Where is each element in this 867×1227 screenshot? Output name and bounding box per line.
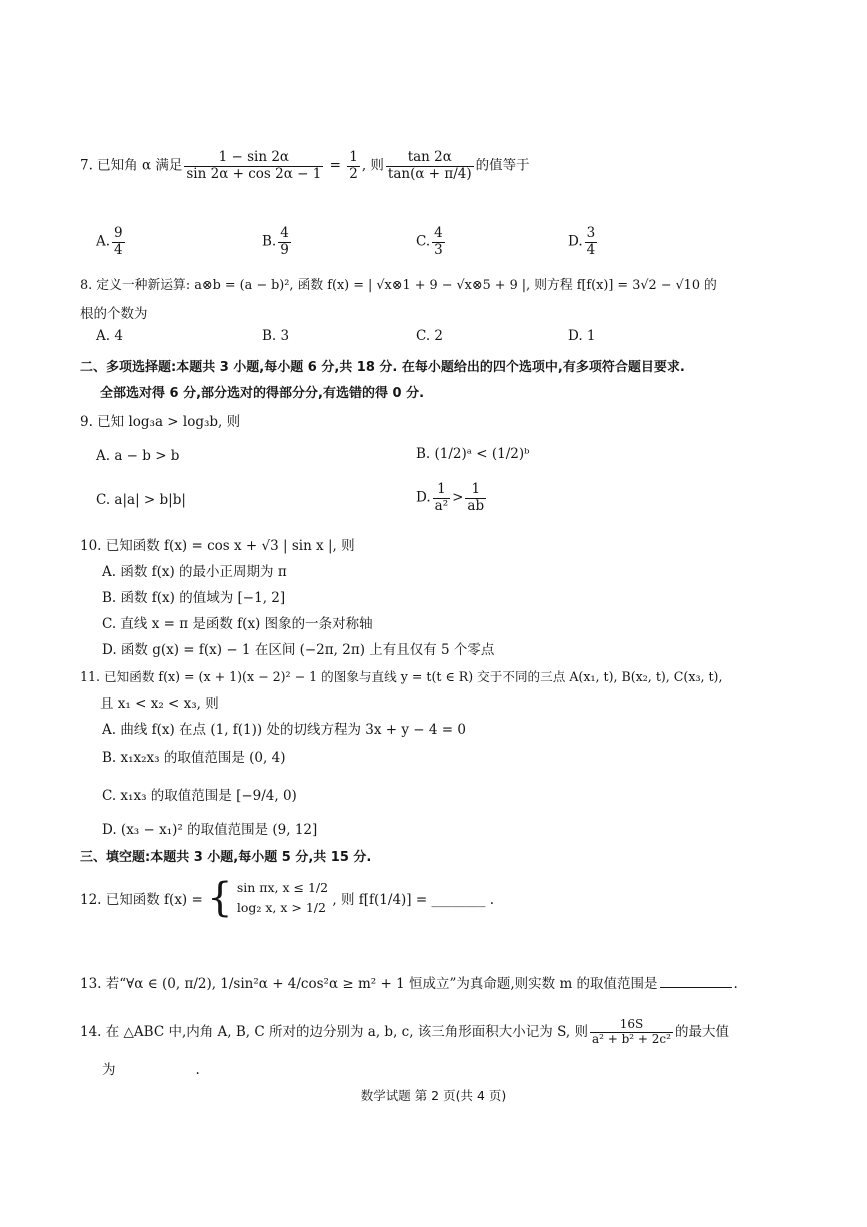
q7-option-c: C. $\frac{4}{3}$ — [416, 225, 443, 258]
q11-stem-line1: 11. 已知函数 f(x) = (x + 1)(x − 2)² − 1 的图象与直线 y = t(t ∈ R) 交于不同的三点 A(x₁, t), B(x₂, t), C(x₃, t), — [80, 669, 723, 684]
q7-fraction-3: $\frac{\tan 2\alpha}{\tan(\alpha + \pi/4)}$ — [387, 149, 472, 182]
q8-option-a: A. 4 — [96, 328, 123, 344]
q12-pieces: sin πx, x ≤ 1/2 log₂ x, x > 1/2 — [236, 880, 329, 915]
q9-stem: 9. 已知 log₃a > log₃b, 则 — [80, 414, 241, 430]
q7-fraction-2: $\frac{1}{2}$ — [349, 149, 358, 182]
q7-option-b: B. $\frac{4}{9}$ — [262, 225, 289, 258]
q7-fraction-1: $\frac{1 - \sin 2\alpha}{\sin 2\alpha + \cos 2\alpha - 1}$ — [186, 149, 322, 182]
section-2-heading: 二、多项选择题:本题共 3 小题,每小题 6 分,共 18 分. 在每小题给出的四个选项中,有多项符合题目要求. — [80, 360, 685, 375]
q8-option-b: B. 3 — [262, 328, 290, 344]
q14-stem-line1: 14. 在 △ABC 中,内角 A, B, C 所对的边分别为 a, b, c, 该三角形面积大小记为 S, 则 $\frac{16S}{\text{a² + b² + 2c²}}$ 的最大值 — [80, 1017, 729, 1046]
q8-stem-line1: 8. 定义一种新运算: a⊗b = (a − b)², 函数 f(x) = | √x⊗1 + 9 − √x⊗5 + 9 |, 则方程 f[f(x)] = 3√2 − √10 的 — [80, 278, 717, 293]
q13-stem: 13. 若“∀α ∈ (0, π/2), 1/sin²α + 4/cos²α ≥ m² + 1 恒成立”为真命题,则实数 m 的取值范围是 . — [80, 976, 738, 992]
q7-stem: 7. 已知角 α 满足 $\frac{1 - \sin 2\alpha}{\sin 2\alpha + \cos 2\alpha - 1}$ = $\frac{1}{2}$ , 则 $\frac{\tan 2\alpha}{\tan(\alpha + \pi/4)}$ 的值等于 — [80, 149, 530, 182]
q8-option-d: D. 1 — [568, 328, 596, 344]
q11-option-a: A. 曲线 f(x) 在点 (1, f(1)) 处的切线方程为 3x + y − 4 = 0 — [102, 722, 466, 738]
q14-fraction: $\frac{16S}{\text{a² + b² + 2c²}}$ — [591, 1017, 671, 1046]
section-2-instructions: 全部选对得 6 分,部分选对的得部分分,有选错的得 0 分. — [100, 386, 425, 401]
q9-option-a: A. a − b > b — [96, 448, 180, 464]
q10-option-b: B. 函数 f(x) 的值域为 [−1, 2] — [102, 590, 286, 606]
q11-option-c: C. x₁x₃ 的取值范围是 [−9/4, 0) — [102, 788, 297, 804]
q11-option-d: D. (x₃ − x₁)² 的取值范围是 (9, 12] — [102, 822, 318, 838]
q11-option-b: B. x₁x₂x₃ 的取值范围是 (0, 4) — [102, 750, 286, 766]
q8-stem-line2: 根的个数为 — [80, 306, 148, 322]
q9-option-b: B. (1/2)ᵃ < (1/2)ᵇ — [416, 446, 530, 462]
q11-stem-line2: 且 x₁ < x₂ < x₃, 则 — [100, 696, 219, 712]
q7-option-d: D. $\frac{3}{4}$ — [568, 225, 596, 258]
q10-option-a: A. 函数 f(x) 的最小正周期为 π — [102, 564, 287, 580]
q10-stem: 10. 已知函数 f(x) = cos x + √3 | sin x |, 则 — [80, 538, 355, 554]
q13-answer-blank — [660, 987, 732, 988]
page-footer: 数学试题 第 2 页(共 4 页) — [360, 1088, 507, 1103]
q14-stem-line2: 为 . — [102, 1062, 200, 1078]
q8-option-c: C. 2 — [416, 328, 444, 344]
q12-stem: 12. 已知函数 f(x) = { sin πx, x ≤ 1/2 log₂ x, x > 1/2 , 则 f[f(1/4)] = ________ . — [80, 875, 495, 921]
piecewise-brace: { — [207, 875, 233, 921]
q7-prefix: 7. 已知角 α 满足 — [80, 157, 183, 174]
q10-option-d: D. 函数 g(x) = f(x) − 1 在区间 (−2π, 2π) 上有且仅有 5 个零点 — [102, 642, 495, 658]
q9-option-d: D. $\frac{1}{\text{a²}}$ > $\frac{1}{ab}$ — [416, 481, 485, 514]
q7-option-a: A. $\frac{9}{4}$ — [96, 225, 123, 258]
q10-option-c: C. 直线 x = π 是函数 f(x) 图象的一条对称轴 — [102, 616, 373, 632]
section-3-heading: 三、填空题:本题共 3 小题,每小题 5 分,共 15 分. — [80, 850, 372, 865]
q9-option-c: C. a|a| > b|b| — [96, 492, 186, 508]
